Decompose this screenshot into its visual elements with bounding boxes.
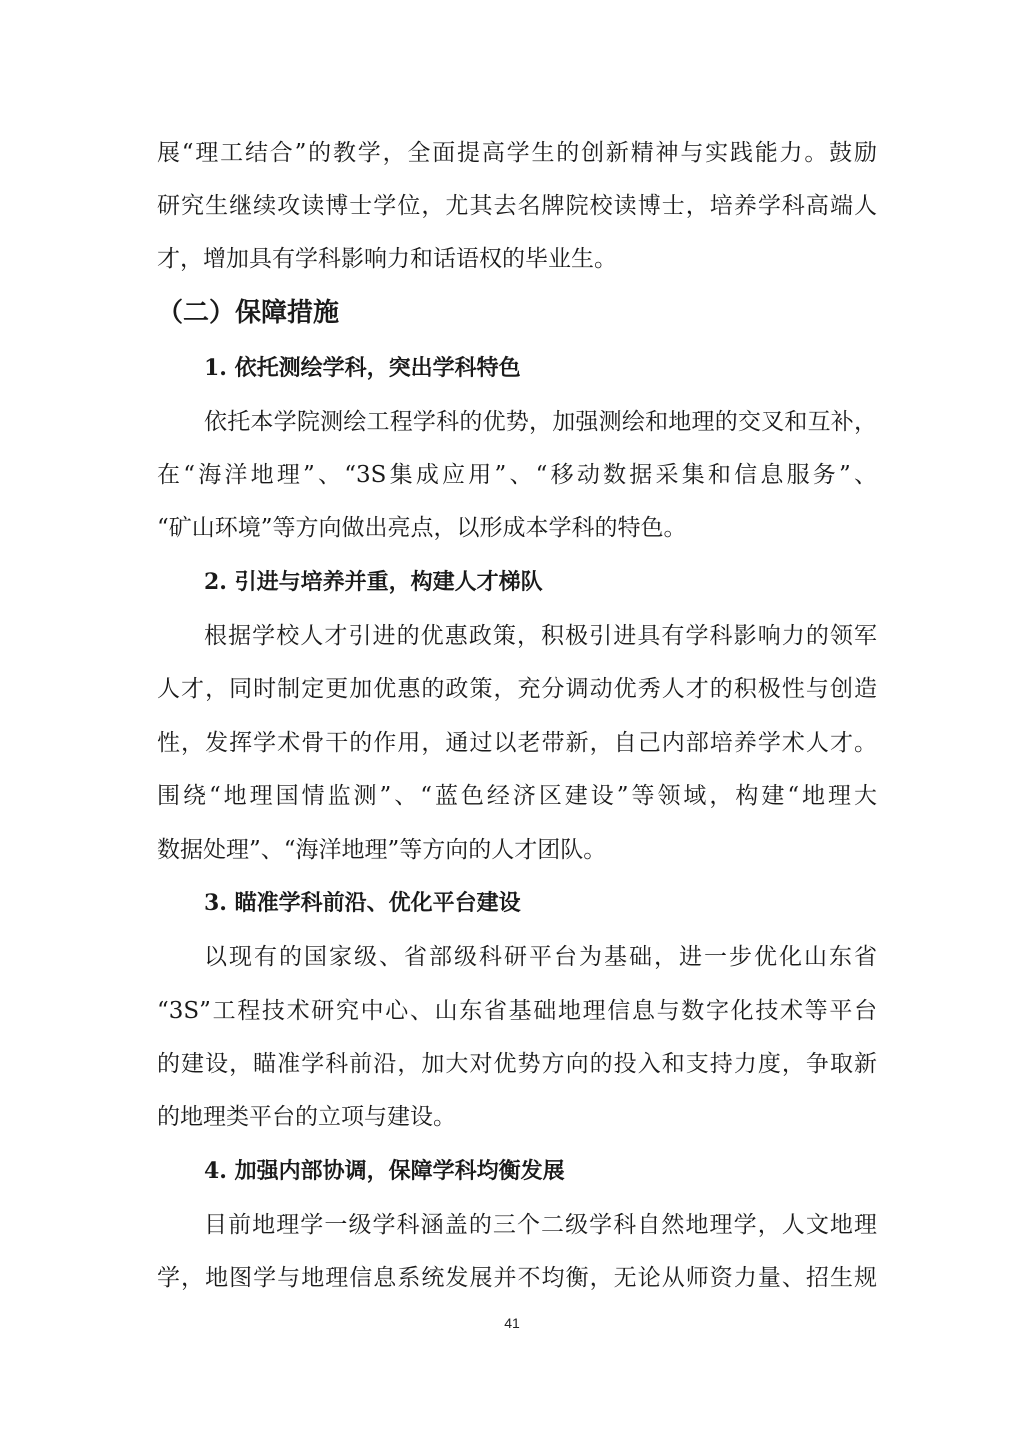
- measure-4-heading: 4. 加强内部协调，保障学科均衡发展: [204, 1158, 565, 1184]
- measure-3-line-1: 以现有的国家级、省部级科研平台为基础，进一步优化山东省: [204, 944, 877, 970]
- intro-line-1: 展“理工结合”的教学，全面提高学生的创新精神与实践能力。鼓励: [157, 140, 877, 166]
- page-number: 41: [504, 1315, 520, 1331]
- measure-2-line-2: 人才，同时制定更加优惠的政策，充分调动优秀人才的积极性与创造: [157, 676, 877, 702]
- measure-1-heading: 1. 依托测绘学科，突出学科特色: [204, 355, 521, 381]
- measure-4-line-1: 目前地理学一级学科涵盖的三个二级学科自然地理学，人文地理: [204, 1212, 877, 1238]
- measure-3-line-3: 的建设，瞄准学科前沿，加大对优势方向的投入和支持力度，争取新: [157, 1051, 877, 1077]
- measure-2-heading: 2. 引进与培养并重，构建人才梯队: [204, 569, 543, 595]
- measure-1-line-2: 在“海洋地理”、“3S集成应用”、“移动数据采集和信息服务”、: [157, 462, 877, 488]
- section-heading: （二）保障措施: [157, 298, 340, 328]
- intro-line-2: 研究生继续攻读博士学位，尤其去名牌院校读博士，培养学科高端人: [157, 193, 877, 219]
- measure-2-line-1: 根据学校人才引进的优惠政策，积极引进具有学科影响力的领军: [204, 623, 877, 649]
- measure-3-heading: 3. 瞄准学科前沿、优化平台建设: [204, 890, 521, 916]
- intro-line-3: 才，增加具有学科影响力和话语权的毕业生。: [157, 246, 617, 272]
- measure-4-line-2: 学，地图学与地理信息系统发展并不均衡，无论从师资力量、招生规: [157, 1265, 877, 1291]
- measure-3-line-4: 的地理类平台的立项与建设。: [157, 1104, 456, 1130]
- measure-2-line-3: 性，发挥学术骨干的作用，通过以老带新，自己内部培养学术人才。: [157, 730, 877, 756]
- measure-2-line-4: 围绕“地理国情监测”、“蓝色经济区建设”等领域，构建“地理大: [157, 783, 877, 809]
- measure-1-line-3: “矿山环境”等方向做出亮点，以形成本学科的特色。: [157, 515, 687, 541]
- measure-2-line-5: 数据处理”、“海洋地理”等方向的人才团队。: [157, 837, 607, 863]
- measure-1-line-1: 依托本学院测绘工程学科的优势，加强测绘和地理的交叉和互补，: [204, 409, 877, 435]
- measure-3-line-2: “3S”工程技术研究中心、山东省基础地理信息与数字化技术等平台: [157, 998, 877, 1024]
